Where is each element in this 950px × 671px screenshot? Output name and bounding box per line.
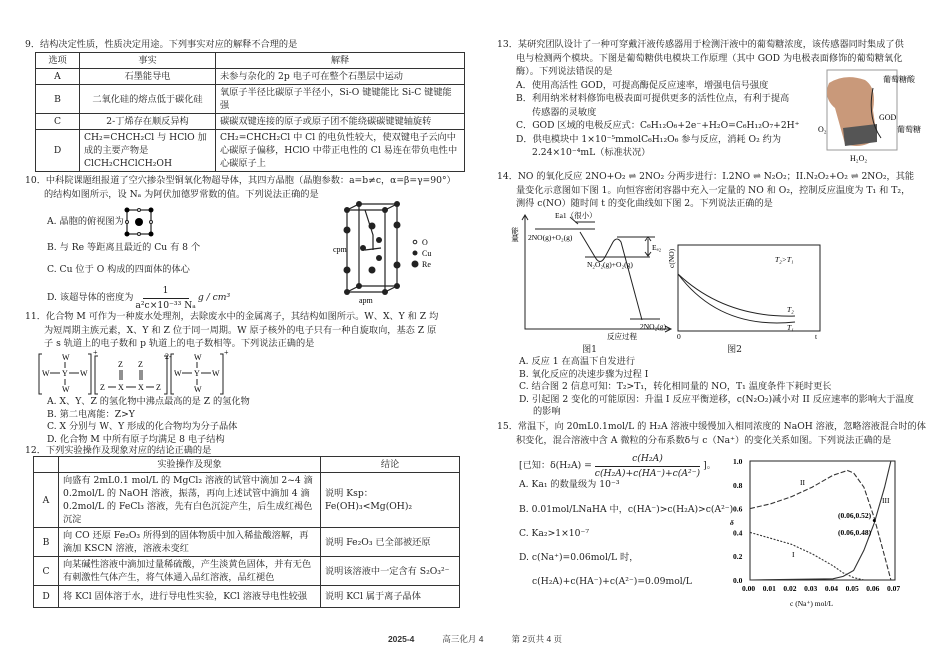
x-tick-label: 0.05 — [845, 584, 859, 593]
t2-label: T₂ — [787, 305, 794, 314]
cell: 说明 Fe₂O₃ 已全部被还原 — [321, 528, 460, 557]
option-d-cont: c(H₂A)+c(HA⁻)+c(A²⁻)=0.09mol/L — [532, 576, 692, 587]
option-a: A. Ka₁ 的数量级为 10⁻³ — [519, 479, 620, 490]
cell: B — [36, 85, 80, 114]
option-d: D. c(Na⁺)=0.06mol/L 时， — [519, 552, 639, 563]
cell: 石墨能导电 — [80, 69, 216, 85]
compound-m-structure — [38, 348, 229, 396]
y-tick-label: 1.0 — [733, 457, 743, 466]
cell: 说明 Ksp：Fe(OH)₃<Mg(OH)₂ — [321, 473, 460, 528]
footer-exam: 高三化月 4 — [442, 634, 484, 644]
y-tick-label: 0.6 — [733, 504, 743, 514]
formula-close: ]。 — [703, 460, 716, 472]
state-label: N₂O₂(g)+O₂(g) — [587, 260, 633, 269]
ea2-label: Eₐ₂ — [652, 243, 662, 252]
top-view-icon — [124, 207, 154, 237]
option-a: A. 反应 1 在高温下自发进行 — [519, 356, 636, 367]
label-gluconic-acid: 葡萄糖酸 — [883, 75, 915, 84]
atom: Z — [100, 383, 105, 392]
q12-table — [33, 456, 460, 608]
legend-re: Re — [422, 260, 431, 269]
cell: CH₂=CHCH₂Cl 中 Cl 的电负性较大，使双键电子云向中心碳原子偏移，HClO 中带正电性的 Cl 易连在带负电性中心碳原子上 — [216, 130, 465, 172]
label-god: GOD — [879, 113, 897, 122]
stem: 14．NO 的氧化反应 2NO+O₂ ⇌ 2NO₂ 分两步进行：I.2NO ⇌ N₂O₂；II.N₂O₂+O₂ ⇌ 2NO₂，其能 — [497, 171, 915, 182]
stem: 量变化示意图如下图 1。向恒容密闭容器中充入一定量的 NO 和 O₂，控制反应温度为 T₁ 和 T₂， — [516, 184, 911, 196]
charge: + — [224, 348, 229, 357]
q9-header: 解释 — [216, 53, 465, 69]
table-row — [36, 114, 465, 130]
legend-cu: Cu — [422, 249, 432, 258]
q9-header: 选项 — [36, 53, 80, 69]
option-text: A. 晶胞的俯视图为 — [47, 216, 124, 228]
option-b-cont: 传感器的灵敏度 — [532, 106, 597, 118]
option-b: B. 与 Re 等距离且最近的 Cu 有 8 个 — [47, 242, 201, 253]
atom: W — [174, 369, 182, 378]
atom: Y — [62, 369, 68, 378]
q12-header — [34, 457, 59, 473]
x-tick-label: 0.02 — [783, 584, 797, 593]
atom: W — [194, 353, 202, 362]
option-c: C. X 分别与 W、Y 形成的化合物均为分子晶体 — [47, 421, 238, 432]
figure-2-caption: 图2 — [727, 344, 743, 355]
cell: 向某碱性溶液中滴加过量稀硫酸，产生淡黄色固体，并有无色有刺激性气体产生，将气体通入品红溶液，品红褪色 — [59, 557, 321, 586]
atom: X — [138, 383, 144, 392]
y-axis-label: c(NO) — [667, 248, 676, 268]
option-c: C. Cu 位于 O 构成的四面体的体心 — [47, 263, 190, 275]
option-c: C. Ka₂>1×10⁻⁷ — [519, 528, 590, 539]
crystal-cell-figure — [335, 200, 455, 305]
atom: Y — [194, 369, 200, 378]
x-tick-label: 0.01 — [762, 584, 776, 593]
option-d-cont: 2.24×10⁻⁴mL（标准状况） — [532, 147, 651, 158]
x-tick-label: 0.06 — [866, 584, 880, 593]
cpm-label: cpm — [333, 245, 347, 254]
cell: A — [34, 473, 59, 528]
cell: CH₂=CHCH₂Cl 与 HClO 加成的主要产物是 ClCH₂CHClCH₂OH — [80, 130, 216, 172]
cell: 向 CO 还原 Fe₂O₃ 所得到的固体物质中加入稀盐酸溶解，再滴加 KSCN 溶液，溶液未变红 — [59, 528, 321, 557]
option-b: B. 0.01mol/LNaHA 中，c(HA⁻)>c(H₂A)>c(A²⁻) — [519, 504, 734, 515]
stem: 电与检测两个模块。下图是葡萄糖供电模块工作原理（其中 GOD 为电极表面修饰的葡萄糖氧化 — [516, 52, 903, 64]
cno-time-figure-2 — [665, 240, 825, 340]
table-row — [36, 130, 465, 172]
distribution-chart — [720, 455, 920, 615]
energy-diagram-figure-1 — [510, 211, 675, 342]
question-12-stem: 12．下列实验操作及现象对应的结论正确的是 — [25, 445, 212, 456]
series-label-iii: III — [882, 496, 890, 505]
y-tick-label: 0.0 — [733, 576, 743, 585]
option-b: B．利用纳米材料修饰电极表面可提供更多的活性位点，有利于提高 — [516, 93, 790, 104]
stem: 15．常温下，向 20mL0.1mol/L 的 H₂A 溶液中缓慢加入相同浓度的 NaOH 溶液，忽略溶液混合时的体 — [497, 421, 926, 432]
label-h2o2: H₂O₂ — [850, 154, 868, 163]
footer — [0, 633, 950, 647]
stem: 酶）。下列说法错误的是 — [516, 66, 613, 77]
option-b: B. 氧化反应的决速步骤为过程 I — [519, 368, 649, 380]
q9-header: 事实 — [80, 53, 216, 69]
state-label: 2NO(g)+O₂(g) — [528, 233, 573, 242]
cell: 未参与杂化的 2p 电子可在整个石墨层中运动 — [216, 69, 465, 85]
annotation: (0.06,0.48) — [838, 528, 872, 537]
cell: A — [36, 69, 80, 85]
label-glucose: 葡萄糖 — [897, 125, 921, 134]
cell: D — [34, 586, 59, 608]
stem: 积变化，混合溶液中含 A 微粒的分布系数δ与 c（Na⁺）的变化关系如图。下列说法正确的是 — [516, 434, 892, 446]
origin-label: 0 — [677, 332, 681, 341]
stem: 11．化合物 M 可作为一种废水处理剂，去除废水中的金属离子，其结构如图所示。W、X、Y 和 Z 均 — [25, 311, 439, 322]
x-tick-label: 0.04 — [824, 584, 838, 593]
denominator: c(H₂A)+c(HA⁻)+c(A²⁻) — [594, 467, 701, 479]
option-d: D. 引起图 2 变化的可能原因：升温 I 反应平衡逆移，c(N₂O₂)减小对 II 反应速率的影响大于温度 — [519, 393, 914, 405]
cell: 说明该溶液中一定含有 S₂O₃²⁻ — [321, 557, 460, 586]
table-row — [34, 528, 460, 557]
cell: B — [34, 528, 59, 557]
wearable-sensor-figure — [815, 68, 945, 168]
stem: 的结构如图所示，设 Nₐ 为阿伏加德罗常数的值。下列说法正确的是 — [44, 188, 319, 200]
t1-label: T₁ — [787, 323, 794, 332]
atom: Z — [156, 383, 161, 392]
option-b: B. 第二电离能：Z>Y — [47, 408, 135, 420]
option-d: D. 化合物 M 中所有原子均满足 8 电子结构 — [47, 433, 225, 445]
table-row — [34, 586, 460, 608]
charge: 2- — [165, 352, 172, 361]
x-tick-label: 0.00 — [742, 584, 756, 593]
q9-table — [35, 52, 465, 172]
atom: W — [62, 385, 70, 394]
option-d: D．供电模块中 1×10⁻⁵mmolC₆H₁₂O₆ 参与反应，消耗 O₂ 约为 — [516, 133, 782, 145]
cell: 向盛有 2mL0.1 mol/L 的 MgCl₂ 溶液的试管中滴加 2~4 滴 0.2mol/L 的 NaOH 溶液，振荡，再向上述试管中滴加 4 滴 0.2mol/L 的 FeCl₃ 溶液，先有白色沉淀产生，后生成红褐色沉淀 — [59, 473, 321, 528]
footer-date: 2025-4 — [387, 634, 415, 644]
stem: 子 s 轨道上的电子数和 p 轨道上的电子数相等。下列说法正确的是 — [44, 338, 315, 349]
question-14 — [497, 170, 942, 211]
table-row — [36, 85, 465, 114]
q11-options — [47, 396, 250, 446]
q12-header: 结论 — [321, 457, 460, 473]
table-row — [34, 557, 460, 586]
series-label-i: I — [792, 550, 795, 559]
atom: W — [62, 353, 70, 362]
q12-header: 实验操作及现象 — [59, 457, 321, 473]
x-tick-label: 0.07 — [887, 584, 901, 593]
option-a: A. X、Y、Z 的氢化物中沸点最高的是 Z 的氢化物 — [47, 396, 250, 407]
series-label-ii: II — [800, 478, 805, 487]
atom: W — [194, 385, 202, 394]
cell: C — [34, 557, 59, 586]
atom: W — [80, 369, 88, 378]
atom: Z — [138, 360, 143, 369]
y-axis-label: δ — [730, 518, 734, 527]
stem: 10．中科院课题组报道了空穴掺杂型铜氧化物超导体，其四方晶胞（晶胞参数：a=b≠c，α=β=γ=90°） — [25, 175, 456, 186]
x-axis-label: c (Na⁺) mol/L — [790, 599, 834, 608]
y-tick-label: 0.8 — [733, 480, 743, 490]
question-15 — [497, 420, 942, 447]
cell: 2-丁烯存在顺反异构 — [80, 114, 216, 130]
numerator: 1 — [143, 284, 189, 299]
condition-label: T₂>T₁ — [775, 255, 794, 264]
cell: 二氧化硅的熔点低于碳化硅 — [80, 85, 216, 114]
series-line-III — [750, 461, 891, 580]
cell: 碳碳双键连接的原子或原子团不能绕碳碳键键轴旋转 — [216, 114, 465, 130]
atom: Z — [118, 360, 123, 369]
apm-label: apm — [359, 296, 373, 305]
cell: 将 KCl 固体溶于水，进行导电性实验，KCl 溶液导电性较强 — [59, 586, 321, 608]
stem: 13．某研究团队设计了一种可穿戴汗液传感器用于检测汗液中的葡萄糖浓度，该传感器同时集成了供 — [497, 39, 904, 50]
ea1-label: Ea1（很小） — [555, 211, 597, 220]
charge: + — [93, 348, 98, 357]
atom: W — [42, 369, 50, 378]
y-tick-label: 0.2 — [733, 552, 743, 562]
table-row — [36, 69, 465, 85]
unit: g / cm³ — [197, 292, 231, 304]
denominator: a²c×10⁻³³ Nₐ — [135, 299, 196, 311]
option-a: A．使用高活性 GOD，可提高酶促反应速率，增强电信号强度 — [516, 79, 769, 91]
option-d-cont: 的影响 — [533, 406, 561, 417]
intersection-point — [873, 519, 876, 522]
atom: W — [212, 369, 220, 378]
formula-lhs: [已知：δ(H₂A) = — [519, 460, 592, 472]
cell: D — [36, 130, 80, 172]
cell: 氧原子半径比碳原子半径小，Si-O 键键能比 Si-C 键键能强 — [216, 85, 465, 114]
table-row — [34, 473, 460, 528]
series-line-I — [750, 532, 864, 580]
q14-options — [519, 356, 944, 419]
cell: C — [36, 114, 80, 130]
option-c: C. 结合图 2 信息可知：T₂>T₁，转化相同量的 NO，T₁ 温度条件下耗时更长 — [519, 381, 832, 392]
x-axis-label: 反应过程 — [607, 332, 637, 341]
x-tick-label: 0.03 — [804, 584, 818, 593]
legend-o: O — [422, 238, 428, 247]
label-o2: O₂ — [818, 125, 827, 134]
question-9-stem: 9．结构决定性质，性质决定用途。下列事实对应的解释不合理的是 — [25, 39, 298, 50]
y-tick-label: 0.4 — [733, 528, 743, 538]
numerator: c(H₂A) — [595, 452, 700, 467]
cell: 说明 KCl 属于离子晶体 — [321, 586, 460, 608]
known-formula — [519, 452, 716, 480]
y-axis-label: 能量 — [510, 227, 520, 242]
annotation: (0.06,0.52) — [838, 511, 872, 520]
figure-1-caption: 图1 — [582, 344, 598, 355]
atom: X — [118, 383, 124, 392]
x-axis-label: t — [815, 332, 818, 341]
series-line-II — [750, 471, 891, 581]
state-label: 2NO₂(g) — [640, 322, 666, 331]
stem: 测得 c(NO）随时间 t 的变化曲线如下图 2。下列说法正确的是 — [516, 198, 773, 209]
option-text: D. 该超导体的密度为 — [47, 292, 134, 304]
page-number: 第 2页共 4 页 — [511, 634, 563, 644]
option-c: C．GOD 区域的电极反应式：C₆H₁₂O₆+2e⁻+H₂O=C₆H₁₂O₇+2H⁺ — [516, 120, 800, 131]
stem: 为短周期主族元素，X、Y 和 Z 位于同一周期。W 原子核外的电子只有一种自旋取向，基态 Z 原 — [44, 324, 437, 336]
question-11 — [25, 310, 470, 351]
